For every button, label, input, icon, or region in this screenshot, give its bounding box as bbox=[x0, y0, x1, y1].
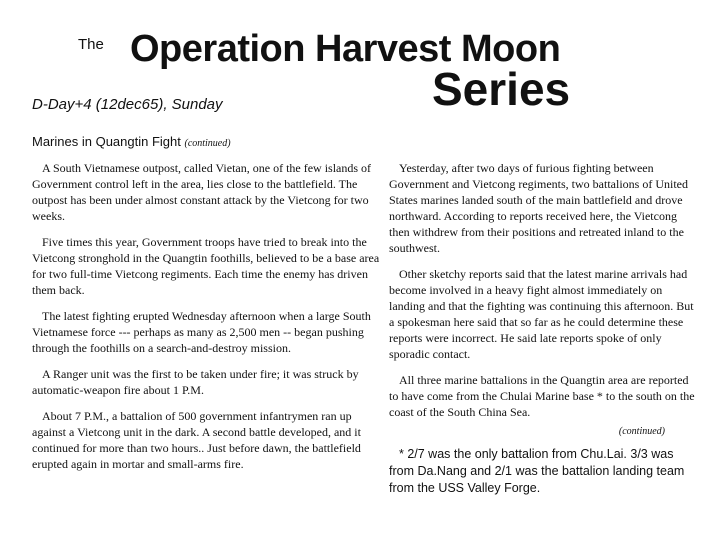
footnote: * 2/7 was the only battalion from Chu.Lai. 3/3 was from Da.Nang and 2/1 was the battalion landing team from the USS Valley Forge. bbox=[389, 447, 685, 495]
paragraph: Five times this year, Government troops have tried to break into the Vietcong stronghold in the Quangtin foothills, believed to be a base area for two full-time Vietcong regiments. Each time the enemy has driven them back. bbox=[32, 235, 380, 297]
series-label: Series bbox=[432, 63, 571, 115]
continued-label: (continued) bbox=[618, 426, 665, 437]
page-title: Operation Harvest Moon bbox=[130, 28, 561, 70]
section-continued-label: (continued) bbox=[184, 138, 231, 149]
paragraph: Yesterday, after two days of furious fighting between Government and Vietcong regiments, two battalions of United States marines landed south of the main battlefield and drove northward. According to reports received here, the Vietcong then withdrew from their positions and retreated inland to the southwest. bbox=[389, 161, 688, 255]
paragraph: All three marine battalions in the Quangtin area are reported to have come from the Chulai Marine base * to the south on the coast of the South China Sea. bbox=[389, 373, 695, 419]
paragraph: A South Vietnamese outpost, called Vietan, one of the few islands of Government control left in the area, lies close to the battlefield. The outpost has been under almost constant attack by the Vietcong for two weeks. bbox=[32, 161, 372, 223]
paragraph: The latest fighting erupted Wednesday afternoon when a large South Vietnamese force --- perhaps as many as 2,500 men -- began pushing through the foothills on a search-and-destroy mission. bbox=[32, 309, 371, 355]
paragraph: Other sketchy reports said that the latest marine arrivals had become involved in a heavy fight almost immediately on landing and that the fighting was continuing this afternoon. But a spokesman here said that so far as he could determine these reports were incorrect. He said late reports spoke of only sporadic contact. bbox=[389, 267, 694, 361]
date-line: D-Day+4 (12dec65), Sunday bbox=[32, 96, 223, 113]
paragraph: A Ranger unit was the first to be taken under fire; it was struck by automatic-weapon fire about 1 P.M. bbox=[32, 367, 359, 397]
left-column bbox=[32, 160, 380, 482]
section-heading-text: Marines in Quangtin Fight bbox=[32, 134, 181, 149]
title-prefix: The bbox=[78, 36, 104, 53]
section-heading bbox=[32, 134, 231, 149]
paragraph: About 7 P.M., a battalion of 500 government infantrymen ran up against a Vietcong unit in the dark. A second battle developed, and it continued for more than two hours.. Just before dawn, the battlefield erupted again in mortar and small-arms fire. bbox=[32, 409, 361, 471]
right-column bbox=[389, 160, 695, 507]
